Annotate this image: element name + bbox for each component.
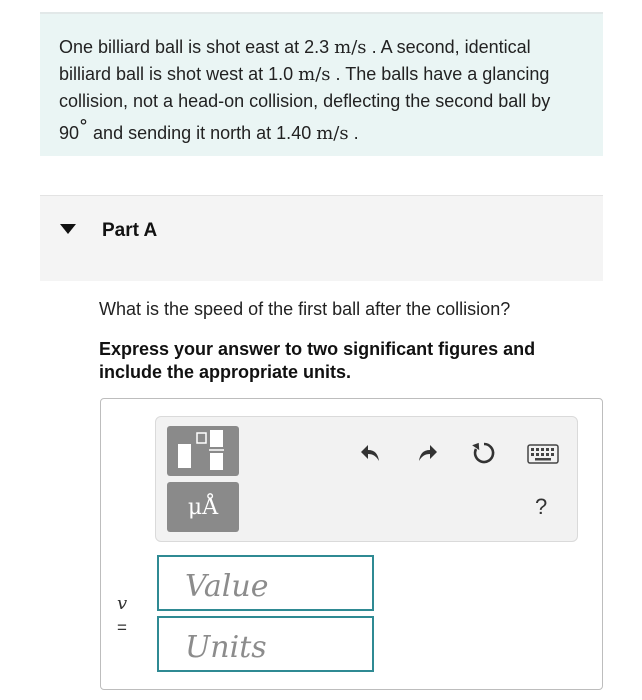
redo-icon[interactable] (416, 440, 440, 464)
keyboard-icon[interactable] (527, 444, 559, 464)
problem-text-2: . A second, identical billiard ball is shot west at 1.0 (59, 37, 531, 84)
problem-text-1: One billiard ball is shot east at 2.3 (59, 37, 330, 57)
question-text: What is the speed of the first ball after the collision? (99, 299, 511, 319)
equals-sign: = (117, 618, 127, 637)
problem-text-4: and sending it north at 1.40 (93, 123, 312, 143)
help-button[interactable]: ? (535, 494, 548, 519)
problem-statement (40, 12, 603, 156)
answer-variable: v (117, 593, 128, 614)
answer-instructions: Express your answer to two significant figures and include the appropriate units. (99, 339, 536, 382)
problem-unit-2: m/s (298, 64, 331, 85)
degree-symbol: ° (79, 116, 89, 137)
problem-unit-1: m/s (334, 37, 367, 58)
templates-button[interactable] (167, 426, 239, 476)
templates-icon (167, 426, 239, 476)
problem-text-3: . The balls have a glancing collision, not a head-on collision, deflecting the second ball by 90 (59, 64, 551, 143)
value-input[interactable] (157, 555, 374, 611)
part-title[interactable]: Part A (102, 220, 158, 241)
units-input[interactable] (157, 616, 374, 672)
units-button[interactable] (167, 482, 239, 532)
undo-icon[interactable] (358, 440, 382, 464)
problem-unit-3: m/s (316, 123, 349, 144)
problem-text-5: . (353, 123, 359, 143)
reset-icon[interactable] (471, 440, 497, 466)
units-icon: μÅ (187, 494, 219, 520)
collapse-caret-icon[interactable] (60, 224, 76, 234)
